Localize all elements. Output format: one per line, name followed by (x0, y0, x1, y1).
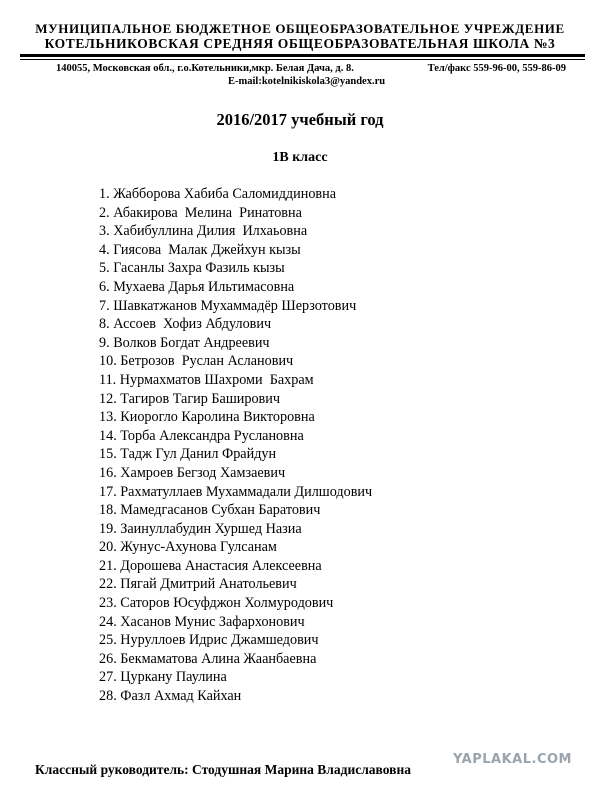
student-list-item: 17. Рахматуллаев Мухаммадали Дилшодович (99, 483, 373, 500)
student-list-item: 26. Бекмаматова Алина Жаанбаевна (99, 650, 317, 667)
school-year-title: 2016/2017 учебный год (216, 110, 384, 129)
student-list-item: 8. Ассоев Хофиз Абдулович (99, 316, 272, 333)
student-list-item: 22. Пягай Дмитрий Анатольевич (99, 576, 297, 593)
student-list-item: 28. Фазл Ахмад Кайхан (99, 688, 242, 705)
header-divider-thick (20, 54, 585, 57)
student-list-item: 16. Хамроев Бегзод Хамзаевич (99, 464, 286, 481)
student-list-item: 24. Хасанов Мунис Зафархонович (99, 613, 305, 630)
student-list-item: 4. Гиясова Малак Джейхун кызы (99, 241, 301, 258)
student-list-item: 2. Абакирова Мелина Ринатовна (99, 204, 302, 221)
student-list-item: 13. Киорогло Каролина Викторовна (99, 409, 315, 426)
student-list-item: 25. Нуруллоев Идрис Джамшедович (99, 632, 319, 649)
student-list-item: 7. Шавкатжанов Мухаммадёр Шерзотович (99, 297, 357, 314)
student-list-item: 15. Тадж Гул Данил Фрайдун (99, 446, 277, 463)
class-teacher: Классный руководитель: Стодушная Марина Владиславовна (35, 762, 411, 777)
student-list-item: 5. Гасанлы Захра Фазиль кызы (99, 260, 285, 277)
student-list-item: 11. Нурмахматов Шахроми Бахрам (99, 371, 314, 388)
org-name-line-1: МУНИЦИПАЛЬНОЕ БЮДЖЕТНОЕ ОБЩЕОБРАЗОВАТЕЛЬНОЕ УЧРЕЖДЕНИЕ (35, 21, 565, 36)
class-title: 1В класс (272, 150, 328, 165)
student-list-item: 27. Цуркану Паулина (99, 669, 227, 686)
student-list-item: 1. Жабборова Хабиба Саломиддиновна (99, 186, 336, 202)
student-list-item: 23. Саторов Юсуфджон Холмуродович (99, 595, 334, 612)
student-list-item: 19. Заинуллабудин Хуршед Назиа (99, 520, 302, 537)
student-list-item: 14. Торба Александра Руслановна (99, 427, 304, 444)
student-list-item: 10. Бетрозов Руслан Асланович (99, 353, 294, 370)
org-name-line-2: КОТЕЛЬНИКОВСКАЯ СРЕДНЯЯ ОБЩЕОБРАЗОВАТЕЛЬНАЯ ШКОЛА №3 (44, 36, 556, 51)
student-list-item: 3. Хабибуллина Дилия Илхаьовна (99, 223, 308, 240)
phone: Тел/факс 559-96-00, 559-86-09 (427, 63, 566, 74)
student-list-item: 20. Жунус-Ахунова Гулсанам (99, 539, 277, 556)
student-list-item: 6. Мухаева Дарья Ильтимасовна (99, 278, 295, 295)
watermark: YAPLAKAL.COM (453, 752, 572, 767)
address: 140055, Московская обл., г.о.Котельники,мкр. Белая Дача, д. 8. (56, 63, 354, 74)
student-list-item: 21. Дорошева Анастасия Алексеевна (99, 557, 322, 574)
student-list (99, 185, 372, 706)
student-list-item: 12. Тагиров Тагир Баширович (99, 390, 280, 407)
header-divider-thin (20, 59, 585, 60)
student-list-item: 9. Волков Богдат Андреевич (99, 334, 270, 351)
email: E-mail:kotelnikiskola3@yandex.ru (228, 76, 386, 87)
student-list-item: 18. Мамедгасанов Субхан Баратович (99, 502, 321, 519)
